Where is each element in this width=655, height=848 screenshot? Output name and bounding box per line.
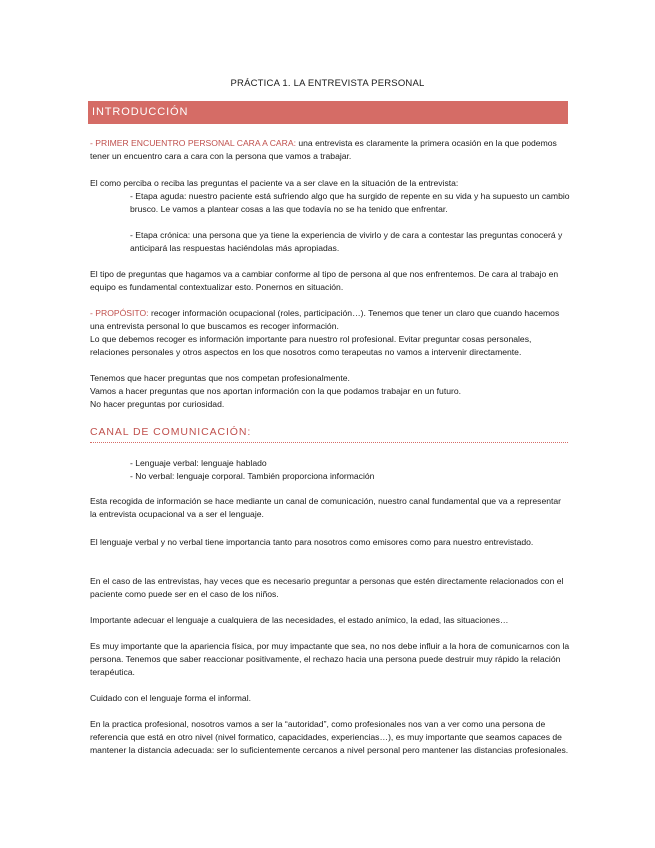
bullet-etapa-aguda: - Etapa aguda: nuestro paciente está sufriendo algo que ha surgido de repente en su vida y ha supuesto un cambio brusco. Le vamos a plantear cosas a las que todavía no se ha tenido que enfrentar.	[130, 191, 570, 214]
paragraph-apariencia: Es muy importante que la apariencia física, por muy impactante que sea, no nos debe influir a la hora de comunicarnos con la persona. Tenemos que saber reaccionar positivamente, el rechazo hacia una persona puede destruir muy rápido la relación terapéutica.	[90, 641, 570, 677]
paragraph-adecuar: Importante adecuar el lenguaje a cualquiera de las necesidades, el estado anímico, la edad, las situaciones…	[90, 615, 509, 625]
paragraph-primer-encuentro	[90, 137, 570, 163]
paragraph-percepcion: El como perciba o reciba las preguntas el paciente va a ser clave en la situación de la entrevista:	[90, 178, 459, 188]
text-primer-encuentro: una entrevista es claramente la primera ocasión en la que podemos tener un encuentro cara a cara con la persona que vamos a trabajar.	[90, 138, 557, 161]
label-primer-encuentro: - PRIMER ENCUENTRO PERSONAL CARA A CARA:	[90, 138, 296, 148]
paragraph-aportan: Vamos a hacer preguntas que nos aportan información con la que podamos trabajar en un futuro.	[90, 386, 462, 396]
paragraph-proposito	[90, 307, 570, 333]
paragraph-competan: Tenemos que hacer preguntas que nos competan profesionalmente.	[90, 373, 350, 383]
paragraph-informacion: Lo que debemos recoger es información importante para nuestro rol profesional. Evitar preguntar cosas personales, relaciones personales y otros aspectos en los que nosotros como terapeutas no vamos a intervenir directamente.	[90, 334, 532, 357]
paragraph-cuidado: Cuidado con el lenguaje forma el informal.	[90, 693, 251, 703]
paragraph-entrevistas: En el caso de las entrevistas, hay veces que es necesario preguntar a personas que estén directamente relacionados con el paciente como puede ser en el caso de los niños.	[90, 576, 564, 599]
bullet-etapa-cronica: - Etapa crónica: una persona que ya tiene la experiencia de vivirlo y de cara a contestar las preguntas conocerá y anticipará las respuestas haciéndolas más apropiadas.	[130, 230, 563, 253]
section-heading-canal: CANAL DE COMUNICACIÓN:	[90, 426, 568, 443]
label-proposito: - PROPÓSITO:	[90, 308, 149, 318]
paragraph-recogida: Esta recogida de información se hace mediante un canal de comunicación, nuestro canal fundamental que va a representar la entrevista ocupacional va a ser el lenguaje.	[90, 496, 562, 519]
document-title: PRÁCTICA 1. LA ENTREVISTA PERSONAL	[230, 78, 425, 89]
section-heading-introduccion: INTRODUCCIÓN	[88, 101, 568, 124]
paragraph-curiosidad: No hacer preguntas por curiosidad.	[90, 399, 225, 409]
bullet-no-verbal: - No verbal: lenguaje corporal. También proporciona información	[130, 471, 375, 481]
paragraph-tipo-preguntas: El tipo de preguntas que hagamos va a cambiar conforme al tipo de persona al que nos enfrentemos. De cara al trabajo en equipo es fundamental contextualizar esto. Ponernos en situación.	[90, 269, 559, 292]
text-proposito: recoger información ocupacional (roles, participación…). Tenemos que tener un claro que cuando hacemos una entrevista personal lo que buscamos es recoger información.	[90, 308, 560, 331]
paragraph-verbal-no-verbal: El lenguaje verbal y no verbal tiene importancia tanto para nosotros como emisores como para nuestro entrevistado.	[90, 537, 534, 547]
bullet-lenguaje-verbal: - Lenguaje verbal: lenguaje hablado	[130, 458, 267, 468]
paragraph-autoridad: En la practica profesional, nosotros vamos a ser la “autoridad”, como profesionales nos van a ver como una persona de referencia que está en otro nivel (nivel formatico, capacidades, experiencias…), es muy importante que seamos capaces de mantener la distancia adecuada: ser lo suficientemente cercanos a nivel personal pero mantener las distancias profesionales.	[90, 719, 569, 755]
